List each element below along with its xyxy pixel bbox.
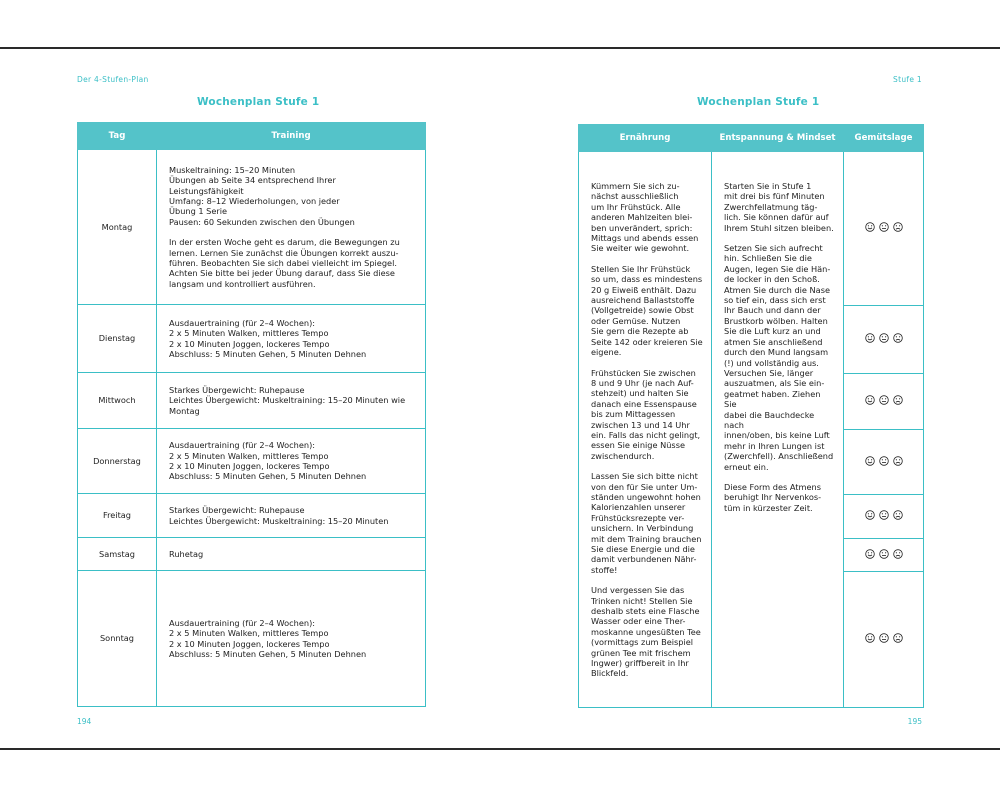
training-line: Umfang: 8–12 Wiederholungen, von jeder bbox=[169, 195, 340, 206]
ernaehrung-line: nächst ausschließlich bbox=[591, 191, 679, 202]
training-cell bbox=[157, 305, 426, 373]
training-line: Abschluss: 5 Minuten Gehen, 5 Minuten Dehnen bbox=[169, 471, 367, 482]
ernaehrung-line: so um, dass es mindestens bbox=[591, 274, 703, 285]
entspannung-line: beruhigt Ihr Nervenkos- bbox=[724, 492, 822, 503]
ernaehrung-line: 8 und 9 Uhr (je nach Auf- bbox=[591, 377, 694, 388]
ernaehrung-line: deshalb stets eine Flasche bbox=[591, 606, 700, 617]
ernaehrung-line: (Vollgetreide) sowie Obst bbox=[591, 305, 694, 316]
training-row bbox=[78, 150, 426, 305]
entspannung-paragraph bbox=[724, 482, 835, 513]
right-page-title: Wochenplan Stufe 1 bbox=[697, 96, 820, 108]
ernaehrung-line: danach eine Essenspause bbox=[591, 398, 697, 409]
entspannung-line: durch den Mund langsam bbox=[724, 347, 829, 358]
left-page-title: Wochenplan Stufe 1 bbox=[197, 96, 320, 108]
day-cell bbox=[78, 305, 157, 373]
mood-cell bbox=[844, 539, 924, 572]
ernaehrung-line: essen Sie einige Nüsse bbox=[591, 440, 686, 451]
mood-scale bbox=[865, 456, 903, 466]
entspannung-line: Brustkorb wölben. Halten bbox=[724, 315, 828, 326]
mood-cell bbox=[844, 430, 924, 495]
ernaehrung-line: um Ihr Frühstück. Alle bbox=[591, 201, 681, 212]
training-line: 2 x 10 Minuten Joggen, lockeres Tempo bbox=[169, 638, 330, 649]
ernaehrung-line: Kümmern Sie sich zu- bbox=[591, 181, 680, 191]
neutral-face-icon[interactable] bbox=[879, 333, 889, 343]
ernaehrung-line: Ingwer) griffbereit in Ihr bbox=[591, 658, 689, 669]
training-line: 2 x 5 Minuten Walken, mittleres Tempo bbox=[169, 328, 329, 339]
running-title-left: Der 4-Stufen-Plan bbox=[77, 75, 149, 84]
sad-face-icon[interactable] bbox=[893, 222, 903, 232]
ernaehrung-line: mit dem Training brauchen bbox=[591, 533, 702, 544]
entspannung-line: Diese Form des Atmens bbox=[724, 481, 821, 492]
ernaehrung-line: bis zum Mittagessen bbox=[591, 409, 676, 420]
entspannung-paragraph bbox=[724, 181, 835, 233]
smile-face-icon[interactable] bbox=[865, 510, 875, 520]
column-header-gemuetslage: Gemütslage bbox=[844, 125, 924, 152]
training-cell bbox=[157, 538, 426, 571]
ernaehrung-paragraph bbox=[591, 585, 703, 679]
sad-face-icon[interactable] bbox=[893, 456, 903, 466]
training-line: Ausdauertraining (für 2–4 Wochen): bbox=[169, 317, 316, 328]
neutral-face-icon[interactable] bbox=[879, 549, 889, 559]
training-line: Muskeltraining: 15–20 Minuten bbox=[169, 164, 296, 175]
training-line: 2 x 5 Minuten Walken, mittleres Tempo bbox=[169, 628, 329, 639]
smile-face-icon[interactable] bbox=[865, 222, 875, 232]
ernaehrung-paragraph bbox=[591, 368, 703, 462]
training-line: Leistungsfähigkeit bbox=[169, 185, 244, 196]
training-line: Achten Sie bitte bei jeder Übung darauf, dass Sie diese bbox=[169, 268, 395, 279]
entspannung-line: tüm in kürzester Zeit. bbox=[724, 502, 813, 513]
ernaehrung-cell bbox=[579, 152, 712, 708]
entspannung-line: mit drei bis fünf Minuten bbox=[724, 191, 825, 202]
ernaehrung-line: Frühstücksrezepte ver- bbox=[591, 512, 685, 523]
mood-row bbox=[579, 152, 924, 306]
day-cell bbox=[78, 571, 157, 707]
training-line: Ausdauertraining (für 2–4 Wochen): bbox=[169, 617, 316, 628]
ernaehrung-line: stehzeit) und halten Sie bbox=[591, 388, 689, 399]
entspannung-cell bbox=[712, 152, 844, 708]
day-label: Samstag bbox=[99, 548, 135, 559]
ernaehrung-line: Trinken nicht! Stellen Sie bbox=[591, 595, 693, 606]
neutral-face-icon[interactable] bbox=[879, 395, 889, 405]
ernaehrung-line: von den für Sie unter Um- bbox=[591, 481, 698, 492]
day-label: Dienstag bbox=[98, 333, 136, 344]
ernaehrung-line: Stellen Sie Ihr Frühstück bbox=[591, 263, 691, 274]
entspannung-line: mehr in Ihren Lungen ist bbox=[724, 440, 825, 451]
sad-face-icon[interactable] bbox=[893, 395, 903, 405]
training-line: Starkes Übergewicht: Ruhepause bbox=[169, 384, 305, 395]
ernaehrung-paragraph bbox=[591, 181, 703, 254]
smile-face-icon[interactable] bbox=[865, 395, 875, 405]
paragraph-gap bbox=[169, 227, 415, 237]
ernaehrung-line: zwischendurch. bbox=[591, 450, 655, 461]
training-line: In der ersten Woche geht es darum, die Bewegungen zu bbox=[169, 237, 400, 248]
ernaehrung-line: stoffe! bbox=[591, 564, 618, 575]
training-cell bbox=[157, 571, 426, 707]
ernaehrung-line: anderen Mahlzeiten blei- bbox=[591, 212, 693, 223]
ernaehrung-line: unsichern. In Verbindung bbox=[591, 523, 694, 534]
ernaehrung-line: ausreichend Ballaststoffe bbox=[591, 295, 695, 306]
training-line: Übung 1 Serie bbox=[169, 206, 228, 217]
page-number-left: 194 bbox=[77, 717, 92, 726]
ernaehrung-line: Sie weiter wie gewohnt. bbox=[591, 243, 690, 254]
day-label: Freitag bbox=[102, 510, 132, 521]
training-paragraph bbox=[169, 549, 415, 559]
smile-face-icon[interactable] bbox=[865, 333, 875, 343]
mood-cell bbox=[844, 306, 924, 374]
day-label: Sonntag bbox=[99, 633, 134, 644]
training-row bbox=[78, 571, 426, 707]
entspannung-line: erneut ein. bbox=[724, 461, 769, 472]
entspannung-line: Setzen Sie sich aufrecht bbox=[724, 243, 823, 254]
entspannung-line: auszuatmen, als Sie ein- bbox=[724, 378, 825, 389]
ernaehrung-line: ben unverändert, sprich: bbox=[591, 222, 693, 233]
ernaehrung-line: damit verbundenen Nähr- bbox=[591, 554, 697, 565]
ernaehrung-line: moskanne ungesüßten Tee bbox=[591, 626, 701, 637]
training-paragraph bbox=[169, 440, 415, 482]
ernaehrung-line: (vormittags zum Beispiel bbox=[591, 637, 694, 648]
entspannung-line: atmen Sie anschließend bbox=[724, 336, 823, 347]
entspannung-line: hin. Schließen Sie die bbox=[724, 253, 812, 264]
ernaehrung-line: Lassen Sie sich bitte nicht bbox=[591, 471, 698, 482]
ernaehrung-line: eigene. bbox=[591, 347, 622, 358]
ernaehrung-line: Und vergessen Sie das bbox=[591, 585, 685, 596]
ernaehrung-line: grünen Tee mit frischem bbox=[591, 647, 691, 658]
column-header-ernaehrung: Ernährung bbox=[579, 125, 712, 152]
training-line: 2 x 10 Minuten Joggen, lockeres Tempo bbox=[169, 338, 330, 349]
training-row bbox=[78, 429, 426, 494]
training-line: Leichtes Übergewicht: Muskeltraining: 15–20 Minuten bbox=[169, 515, 389, 526]
sad-face-icon[interactable] bbox=[893, 333, 903, 343]
training-paragraph bbox=[169, 385, 415, 416]
neutral-face-icon[interactable] bbox=[879, 510, 889, 520]
day-cell bbox=[78, 150, 157, 305]
column-header-entspannung: Entspannung & Mindset bbox=[712, 125, 844, 152]
neutral-face-icon[interactable] bbox=[879, 633, 889, 643]
mood-scale bbox=[865, 633, 903, 643]
sad-face-icon[interactable] bbox=[893, 633, 903, 643]
ernaehrung-line: Frühstücken Sie zwischen bbox=[591, 367, 696, 378]
entspannung-line: Sie die Luft kurz an und bbox=[724, 326, 821, 337]
training-line: Pausen: 60 Sekunden zwischen den Übungen bbox=[169, 216, 355, 227]
training-cell bbox=[157, 494, 426, 538]
entspannung-text bbox=[724, 152, 835, 513]
entspannung-line: (!) und vollständig aus. bbox=[724, 357, 819, 368]
training-cell bbox=[157, 373, 426, 429]
ernaehrung-line: Mittags und abends essen bbox=[591, 233, 699, 244]
entspannung-line: Ihrem Stuhl sitzen bleiben. bbox=[724, 222, 834, 233]
day-cell bbox=[78, 429, 157, 494]
entspannung-line: (Zwerchfell). Anschließend bbox=[724, 451, 834, 462]
smile-face-icon[interactable] bbox=[865, 633, 875, 643]
ernaehrung-line: Sie gern die Rezepte ab bbox=[591, 326, 689, 337]
training-table bbox=[77, 122, 426, 707]
training-row bbox=[78, 538, 426, 571]
training-line: Montag bbox=[169, 405, 200, 416]
mood-scale bbox=[865, 395, 903, 405]
mood-scale bbox=[865, 510, 903, 520]
mood-scale bbox=[865, 549, 903, 559]
smile-face-icon[interactable] bbox=[865, 549, 875, 559]
training-line: führen. Beobachten Sie sich dabei vielleicht im Spiegel. bbox=[169, 258, 397, 269]
training-paragraph bbox=[169, 505, 415, 526]
entspannung-paragraph bbox=[724, 243, 835, 472]
column-header-tag: Tag bbox=[78, 123, 157, 150]
ernaehrung-text bbox=[591, 152, 703, 679]
ernaehrung-line: Seite 142 oder kreieren Sie bbox=[591, 336, 703, 347]
training-row bbox=[78, 373, 426, 429]
training-line: Übungen ab Seite 34 entsprechend Ihrer bbox=[169, 175, 336, 186]
day-cell bbox=[78, 538, 157, 571]
training-paragraph bbox=[169, 318, 415, 360]
training-row bbox=[78, 305, 426, 373]
training-line: lernen. Lernen Sie zunächst die Übungen korrekt auszu- bbox=[169, 247, 399, 258]
training-paragraph bbox=[169, 165, 415, 227]
training-line: Starkes Übergewicht: Ruhepause bbox=[169, 505, 305, 516]
training-line: Ausdauertraining (für 2–4 Wochen): bbox=[169, 440, 316, 451]
mood-cell bbox=[844, 152, 924, 306]
training-line: Ruhetag bbox=[169, 548, 204, 559]
neutral-face-icon[interactable] bbox=[879, 456, 889, 466]
entspannung-line: geatmet haben. Ziehen Sie bbox=[724, 388, 821, 410]
mood-scale bbox=[865, 222, 903, 232]
training-line: Abschluss: 5 Minuten Gehen, 5 Minuten Dehnen bbox=[169, 348, 367, 359]
entspannung-line: lich. Sie können dafür auf bbox=[724, 212, 829, 223]
entspannung-line: innen/oben, bis keine Luft bbox=[724, 430, 830, 441]
entspannung-line: de locker in den Schoß. bbox=[724, 274, 820, 285]
training-line: 2 x 10 Minuten Joggen, lockeres Tempo bbox=[169, 461, 330, 471]
column-header-training: Training bbox=[157, 123, 426, 150]
sad-face-icon[interactable] bbox=[893, 549, 903, 559]
mood-cell bbox=[844, 495, 924, 539]
training-paragraph bbox=[169, 618, 415, 660]
entspannung-line: Starten Sie in Stufe 1 bbox=[724, 181, 812, 191]
ernaehrung-line: zwischen 13 und 14 Uhr bbox=[591, 419, 690, 430]
day-label: Donnerstag bbox=[93, 455, 141, 466]
entspannung-line: Augen, legen Sie die Hän- bbox=[724, 263, 831, 274]
ernaehrung-paragraph bbox=[591, 471, 703, 575]
day-label: Montag bbox=[101, 221, 133, 232]
training-row bbox=[78, 494, 426, 538]
training-cell bbox=[157, 429, 426, 494]
training-line: 2 x 5 Minuten Walken, mittleres Tempo bbox=[169, 450, 329, 461]
ernaehrung-line: Blickfeld. bbox=[591, 668, 629, 679]
day-cell bbox=[78, 373, 157, 429]
entspannung-line: Ihr Bauch und dann der bbox=[724, 305, 821, 316]
training-cell bbox=[157, 150, 426, 305]
training-line: Leichtes Übergewicht: Muskeltraining: 15–20 Minuten wie bbox=[169, 395, 406, 406]
ernaehrung-paragraph bbox=[591, 264, 703, 358]
entspannung-line: Zwerchfellatmung täg- bbox=[724, 201, 818, 212]
running-title-right: Stufe 1 bbox=[893, 75, 922, 84]
mood-cell bbox=[844, 572, 924, 708]
entspannung-line: dabei die Bauchdecke nach bbox=[724, 409, 815, 430]
mood-cell bbox=[844, 374, 924, 430]
ernaehrung-line: Sie diese Energie und die bbox=[591, 544, 695, 554]
ernaehrung-line: 20 g Eiweiß enthält. Dazu bbox=[591, 284, 697, 295]
ernaehrung-line: Wasser oder eine Ther- bbox=[591, 616, 686, 627]
sad-face-icon[interactable] bbox=[893, 510, 903, 520]
mood-scale bbox=[865, 333, 903, 343]
day-cell bbox=[78, 494, 157, 538]
ernaehrung-line: oder Gemüse. Nutzen bbox=[591, 315, 681, 326]
neutral-face-icon[interactable] bbox=[879, 222, 889, 232]
day-label: Mittwoch bbox=[98, 395, 136, 406]
ernaehrung-line: Kalorienzahlen unserer bbox=[591, 502, 686, 513]
ernaehrung-line: ein. Falls das nicht gelingt, bbox=[591, 429, 701, 440]
smile-face-icon[interactable] bbox=[865, 456, 875, 466]
nutrition-relaxation-table bbox=[578, 124, 924, 708]
entspannung-line: so tief ein, dass sich erst bbox=[724, 295, 826, 306]
training-paragraph bbox=[169, 237, 415, 289]
entspannung-line: Atmen Sie durch die Nase bbox=[724, 284, 831, 295]
page-number-right: 195 bbox=[907, 717, 922, 726]
ernaehrung-line: ständen ungewohnt hohen bbox=[591, 491, 701, 502]
training-line: Abschluss: 5 Minuten Gehen, 5 Minuten Dehnen bbox=[169, 648, 367, 659]
entspannung-line: Versuchen Sie, länger bbox=[724, 367, 814, 378]
training-line: langsam und kontrolliert ausführen. bbox=[169, 278, 316, 289]
